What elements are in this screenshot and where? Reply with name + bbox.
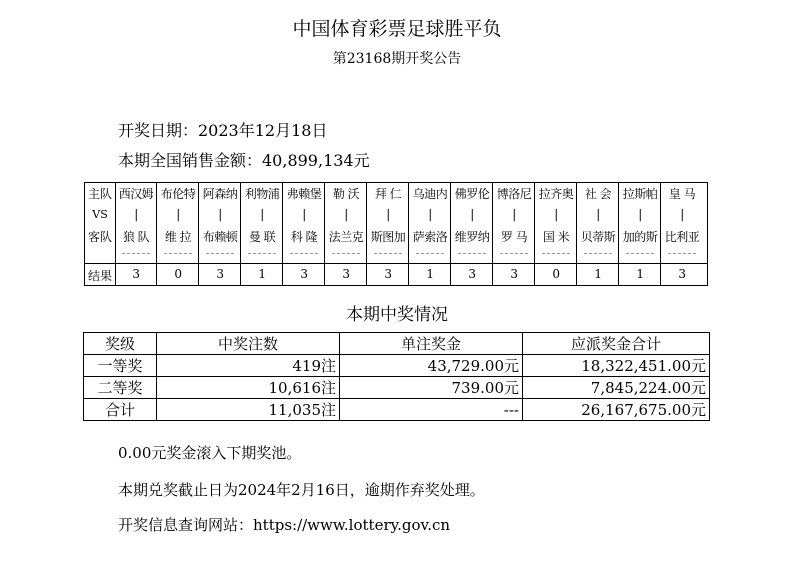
match-result: 1 [426, 267, 434, 281]
header-prize: 单注奖金 [340, 333, 523, 355]
draw-date: 开奖日期：2023年12月18日 [118, 121, 328, 140]
match-result: 0 [174, 267, 182, 281]
result-label: 结果 [87, 269, 112, 283]
home-team: 弗赖堡 [286, 187, 322, 201]
home-team: 阿森纳 [202, 187, 238, 201]
match-column [157, 183, 199, 285]
total-prize: 7,845,224.00元 [523, 377, 710, 399]
away-team: 罗 马 [500, 230, 528, 244]
home-team: 勒 沃 [332, 187, 360, 201]
match-column [367, 183, 409, 285]
match-column [661, 183, 703, 285]
away-team: 维罗纳 [454, 230, 490, 244]
dash-separator [458, 253, 486, 254]
home-team: 布伦特 [160, 187, 196, 201]
winner-count: 11,035注 [157, 399, 340, 421]
rollover-note: 0.00元奖金滚入下期奖池。 [118, 444, 302, 462]
vs-divider: | [134, 207, 138, 221]
prize-level: 合计 [84, 399, 157, 421]
away-team: 加的斯 [622, 230, 658, 244]
vs-divider: | [638, 207, 642, 221]
match-column [199, 183, 241, 285]
prize-level: 二等奖 [84, 377, 157, 399]
total-prize: 18,322,451.00元 [523, 355, 710, 377]
header-total: 应派奖金合计 [523, 333, 710, 355]
home-team: 西汉姆 [118, 187, 154, 201]
home-team: 皇 马 [668, 187, 696, 201]
away-team: 比利亚 [664, 230, 700, 244]
home-team: 乌迪内 [412, 187, 448, 201]
away-team: 斯图加 [370, 230, 406, 244]
home-team: 拜 仁 [374, 187, 402, 201]
away-team: 贝蒂斯 [580, 230, 616, 244]
match-column [493, 183, 535, 285]
unit-prize: 43,729.00元 [340, 355, 523, 377]
away-team: 布赖顿 [202, 230, 238, 244]
vs-divider: | [596, 207, 600, 221]
vs-divider: | [554, 207, 558, 221]
table-row [84, 377, 710, 399]
match-result: 3 [132, 267, 140, 281]
dash-separator [500, 253, 528, 254]
table-row [84, 399, 710, 421]
winner-count: 10,616注 [157, 377, 340, 399]
dash-separator [542, 253, 570, 254]
page-title: 中国体育彩票足球胜平负 [292, 18, 502, 40]
away-team-label: 客队 [87, 230, 112, 244]
header-winners: 中奖注数 [157, 333, 340, 355]
match-column [241, 183, 283, 285]
away-team: 萨索洛 [412, 230, 448, 244]
match-result: 1 [636, 267, 644, 281]
home-team: 拉齐奥 [538, 187, 574, 201]
home-team: 拉斯帕 [622, 187, 658, 201]
match-result: 3 [342, 267, 350, 281]
vs-divider: | [260, 207, 264, 221]
vs-divider: | [680, 207, 684, 221]
vs-divider: | [428, 207, 432, 221]
winner-count: 419注 [157, 355, 340, 377]
home-team-label: 主队 [87, 187, 112, 201]
dash-separator [584, 253, 612, 254]
dash-separator [290, 253, 318, 254]
match-result: 3 [300, 267, 308, 281]
vs-divider: | [344, 207, 348, 221]
away-team: 国 米 [542, 230, 570, 244]
dash-separator [416, 253, 444, 254]
prize-level: 一等奖 [84, 355, 157, 377]
vs-divider: | [386, 207, 390, 221]
match-result: 3 [468, 267, 476, 281]
website-note: 开奖信息查询网站：https://www.lottery.gov.cn [118, 516, 451, 534]
vs-divider: | [470, 207, 474, 221]
match-result: 3 [216, 267, 224, 281]
match-table [84, 182, 708, 286]
match-column [409, 183, 451, 285]
vs-divider: | [176, 207, 180, 221]
unit-prize: 739.00元 [340, 377, 523, 399]
total-prize: 26,167,675.00元 [523, 399, 710, 421]
header-level: 奖级 [84, 333, 157, 355]
match-result: 3 [678, 267, 686, 281]
away-team: 法兰克 [328, 230, 364, 244]
dash-separator [668, 253, 696, 254]
home-team: 社 会 [584, 187, 612, 201]
dash-separator [374, 253, 402, 254]
match-column [619, 183, 661, 285]
result-row-divider [85, 263, 707, 264]
match-table-header-column [85, 183, 116, 285]
prize-table-header [84, 333, 710, 355]
match-column [115, 183, 157, 285]
dash-separator [248, 253, 276, 254]
match-column [577, 183, 619, 285]
unit-prize: --- [340, 399, 523, 421]
match-result: 1 [258, 267, 266, 281]
prize-table [83, 332, 710, 421]
dash-separator [206, 253, 234, 254]
away-team: 科 隆 [290, 230, 318, 244]
match-column [283, 183, 325, 285]
away-team: 曼 联 [248, 230, 276, 244]
dash-separator [332, 253, 360, 254]
home-team: 博洛尼 [496, 187, 532, 201]
table-row [84, 355, 710, 377]
home-team: 佛罗伦 [454, 187, 490, 201]
match-result: 3 [510, 267, 518, 281]
match-column [535, 183, 577, 285]
dash-separator [164, 253, 192, 254]
vs-divider: | [302, 207, 306, 221]
match-result: 0 [552, 267, 560, 281]
away-team: 狼 队 [122, 230, 150, 244]
dash-separator [122, 253, 150, 254]
prize-section-title: 本期中奖情况 [346, 305, 448, 325]
match-column [451, 183, 493, 285]
match-result: 1 [594, 267, 602, 281]
deadline-note: 本期兑奖截止日为2024年2月16日，逾期作弃奖处理。 [118, 481, 485, 499]
vs-divider: | [218, 207, 222, 221]
vs-divider: | [512, 207, 516, 221]
match-column [325, 183, 367, 285]
away-team: 维 拉 [164, 230, 192, 244]
match-result: 3 [384, 267, 392, 281]
vs-label: VS [92, 208, 108, 221]
issue-subtitle: 第23168期开奖公告 [332, 51, 462, 67]
dash-separator [626, 253, 654, 254]
home-team: 利物浦 [244, 187, 280, 201]
sales-amount: 本期全国销售金额：40,899,134元 [118, 151, 370, 170]
